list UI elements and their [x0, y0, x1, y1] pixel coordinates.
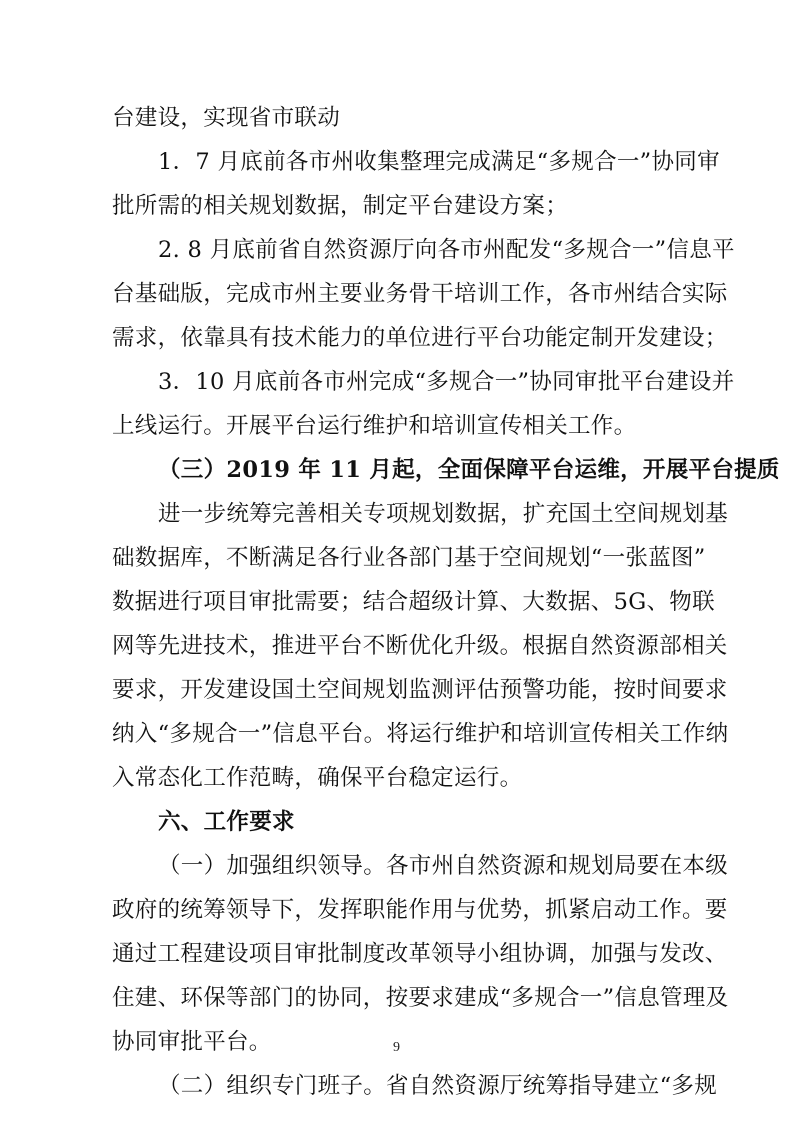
subsection-heading-1: （一）加强组织领导。各市州自然资源和规划局要在本级: [158, 853, 729, 879]
paragraph-line: 要求，开发建设国土空间规划监测评估预警功能，按时间要求: [112, 677, 728, 703]
paragraph-line: 2. 8 月底前省自然资源厅向各市州配发“多规合一”信息平: [158, 237, 735, 263]
paragraph-line: 协同审批平台。: [112, 1029, 272, 1055]
paragraph-line: 住建、环保等部门的协同，按要求建成“多规合一”信息管理及: [112, 985, 729, 1011]
paragraph-line: 网等先进技术，推进平台不断优化升级。根据自然资源部相关: [112, 633, 728, 659]
page-number: 9: [393, 1040, 400, 1055]
section-heading-3: （三）2019 年 11 月起，全面保障平台运维，开展平台提质: [158, 457, 780, 483]
paragraph-line: 台建设，实现省市联动: [112, 105, 341, 131]
paragraph-line: 进一步统筹完善相关专项规划数据，扩充国土空间规划基: [158, 501, 729, 527]
paragraph-line: 础数据库，不断满足各行业各部门基于空间规划“一张蓝图”: [112, 545, 706, 571]
paragraph-line: 1．7 月底前各市州收集整理完成满足“多规合一”协同审: [158, 149, 720, 175]
paragraph-line: 通过工程建设项目审批制度改革领导小组协调，加强与发改、: [112, 941, 728, 967]
section-heading-6: 六、工作要求: [158, 809, 295, 835]
paragraph-line: 上线运行。开展平台运行维护和培训宣传相关工作。: [112, 413, 637, 439]
paragraph-line: 台基础版，完成市州主要业务骨干培训工作，各市州结合实际: [112, 281, 728, 307]
paragraph-line: 数据进行项目审批需要；结合超级计算、大数据、5G、物联: [112, 589, 715, 615]
paragraph-line: 纳入“多规合一”信息平台。将运行维护和培训宣传相关工作纳: [112, 721, 729, 747]
paragraph-line: 3．10 月底前各市州完成“多规合一”协同审批平台建设并: [158, 369, 735, 395]
subsection-heading-2: （二）组织专门班子。省自然资源厅统筹指导建立“多规: [158, 1073, 718, 1099]
paragraph-line: 批所需的相关规划数据，制定平台建设方案；: [112, 193, 569, 219]
paragraph-line: 需求，依靠具有技术能力的单位进行平台功能定制开发建设；: [112, 325, 728, 351]
paragraph-line: 入常态化工作范畴，确保平台稳定运行。: [112, 765, 523, 791]
paragraph-line: 政府的统筹领导下，发挥职能作用与优势，抓紧启动工作。要: [112, 897, 728, 923]
